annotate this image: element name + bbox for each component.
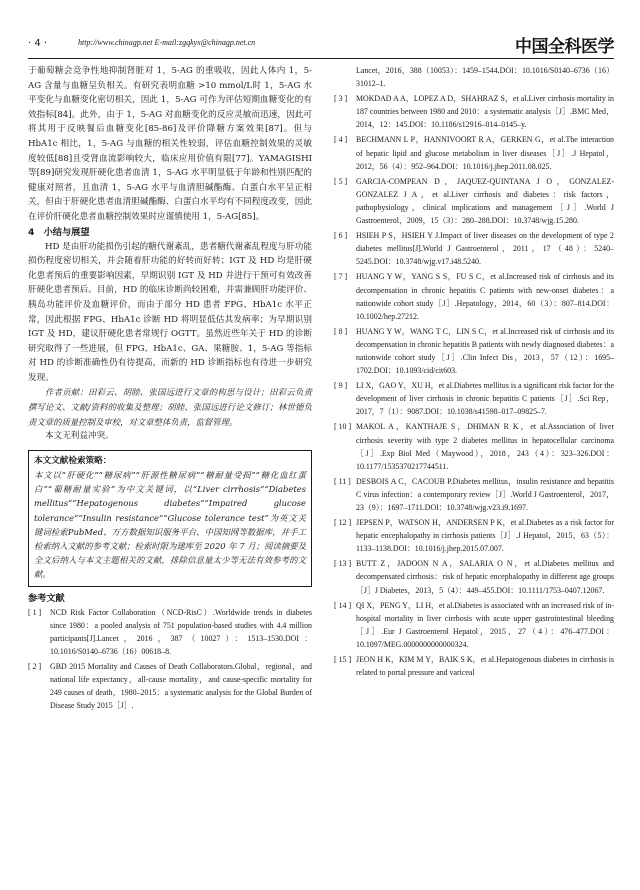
- reference-continuation: Lancet，2016，388（10053）：1459–1544.DOI：10.1016/S0140–6736（16）31012–1.: [356, 66, 614, 89]
- reference-text: QI X，PENG Y，LI H，et al.Diabetes is associated with an increased risk of in-hospital mortality in liver cirrhosis with acute upper gastrointestinal bleeding［J］.Eur J Gastroenterol Hepatol，2015，27（4）：476–477.DOI：10.1097/MEG.0000000000000324.: [356, 600, 614, 649]
- reference-text: JEON H K，KIM M Y，BAIK S K，et al.Hepatogenous diabetes in cirrhosis is related to portal pressure and variceal: [356, 655, 614, 678]
- reference-number: [ 1 ]: [28, 607, 42, 617]
- search-strategy-text: 本文以“肝硬化”“糖尿病”“肝源性糖尿病”“糖耐量受损”“糖化血红蛋白”“葡糖耐量实验”为中文关键词，以“Liver cirrhosis”“Diabetes mellitus”“Hepatogenous diabetes”“Impaired glucose tolerance”“Insulin resistance”“Glucose tolerance test”为英文关键词检索PubMed、万方数据知识服务平台、中国知网等数据库，并手工检索纳入文献的参考文献；检索时限为建库至 2020 年 7 月；阅读摘要及全文后纳入与本文主题相关的文献，排除信息量太少等无法有效参考的文献。: [34, 470, 306, 580]
- reference-text: HUANG Y W，YANG S S，FU S C，et al.Increased risk of cirrhosis and its decompensation in chronic hepatitis C patients with new-onset diabetes：a nationwide cohort study［J］.Hepatology，2014，60（3）：807–814.DOI：10.1002/hep.27212.: [356, 272, 614, 321]
- reference-item: [334, 229, 614, 268]
- reference-item: [334, 175, 614, 227]
- reference-text: JEPSEN P，WATSON H，ANDERSEN P K，et al.Diabetes as a risk factor for hepatic encephalopathy in cirrhosis patients［J］.J Hepatol，2015，63（5）：1133–1138.DOI：10.1016/j.jhep.2015.07.007.: [356, 518, 614, 554]
- reference-item: [334, 516, 614, 555]
- reference-number: [ 11 ]: [334, 476, 351, 486]
- reference-text: HSIEH P S，HSIEH Y J.Impact of liver diseases on the development of type 2 diabetes mellitus[J].World J Gastroenterol，2011，17（48）：5240–5245.DOI：10.3748/wjg.v17.i48.5240.: [356, 231, 614, 267]
- conflict-statement: 本文无利益冲突。: [45, 431, 114, 442]
- reference-text: GBD 2015 Mortality and Causes of Death Collaborators.Global，regional，and national life expectancy，all-cause mortality，and cause-specific mortality for 249 causes of death，1980–2015：a systematic analysis for the Global Burden of Disease Study 2015［J］.: [50, 662, 312, 711]
- reference-text: BUTT Z，JADOON N A，SALARIA O N，et al.Diabetes mellitus and decompensated cirrhosis：risk of hepatic encephalopathy in different age groups［J］J Diabetes，2013，5（4）：449–455.DOI：10.1111/1753–0407.12067.: [356, 559, 614, 595]
- reference-number: [ 3 ]: [334, 94, 348, 104]
- reference-number: [ 12 ]: [334, 518, 352, 528]
- reference-item: [334, 653, 614, 679]
- reference-text: MOKDAD A A，LOPEZ A D，SHAHRAZ S，et al.Liver cirrhosis mortality in 187 countries between 1980 and 2010：a systematic analysis［J］.BMC Med，2014，12：145.DOI：10.1186/s12916–014–0145–y.: [356, 94, 614, 130]
- reference-number: [ 7 ]: [334, 272, 348, 282]
- right-column: [334, 64, 614, 681]
- reference-item: [28, 606, 312, 658]
- reference-text: DESBOIS A C，CACOUB P.Diabetes mellitus，insulin resistance and hepatitis C virus infection：a contemporary review［J］.World J Gastroenterol，2017，23（9）：1697–1711.DOI：10.3748/wjg.v23.i9.1697.: [356, 476, 614, 512]
- page-header: [28, 32, 614, 59]
- journal-logo: 中国全科医学: [515, 37, 614, 57]
- reference-item: [334, 270, 614, 322]
- reference-text: NCD Risk Factor Collaboration（NCD-RisC）.Worldwide trends in diabetes since 1980：a pooled analysis of 751 population-based studies with 4.4 million participants[J].Lancet，2016，387（10027）：1513–1530.DOI：10.1016/S0140–6736（16）00618–8.: [50, 607, 312, 656]
- reference-text: BECHMANN L P，HANNIVOORT R A，GERKEN G，et al.The interaction of hepatic lipid and glucose metabolism in liver diseases［J］.J Hepatol，2012，56（4）：952–964.DOI：10.1016/j.jhep.2011.08.025.: [356, 135, 614, 171]
- reference-item: [334, 325, 614, 377]
- reference-item: [334, 557, 614, 596]
- reference-item: [334, 92, 614, 131]
- reference-item: [334, 133, 614, 172]
- section-heading: 4 小结与展望: [28, 226, 90, 238]
- reference-number: [ 14 ]: [334, 600, 352, 610]
- references-heading: 参考文献: [28, 592, 65, 604]
- reference-item: [28, 660, 312, 712]
- reference-number: [ 13 ]: [334, 559, 352, 569]
- reference-item: [334, 599, 614, 651]
- search-strategy-box: [28, 450, 312, 587]
- references-left: [28, 606, 312, 713]
- search-strategy-title: 本文文献检索策略：: [34, 455, 112, 466]
- reference-number: [ 2 ]: [28, 662, 42, 672]
- reference-number: [ 4 ]: [334, 135, 348, 145]
- reference-number: [ 10 ]: [334, 422, 352, 432]
- reference-text: LI X，GAO Y，XU H，et al.Diabetes mellitus is a significant risk factor for the development of liver cirrhosis in chronic hepatitis C patients［J］.Sci Rep，2017，7（1）：9087.DOI：10.1038/s41598–017–09825–7.: [356, 381, 614, 417]
- reference-item: [334, 379, 614, 418]
- page-number: · 4 ·: [28, 38, 48, 49]
- body-paragraph-2: HD 是由肝功能损伤引起的糖代谢紊乱，患者糖代谢紊乱程度与肝功能损伤程度密切相关，并会随着肝功能的好转而好转；IGT 及 HD 均是肝硬化患者预后的重要影响因素，早期识别 IGT 及 HD 并进行干预可有效改善肝硬化患者预后。目前，HD 的临床诊断尚较困难，并需兼顾肝功能评价、胰岛功能评价及血糖评价，而由于部分 HD 患者 FPG、HbA1c 水平正常，因此根据 FPG、HbA1c 诊断 HD 将明显低估其发病率；为早期识别 IGT 及 HD，建议肝硬化患者常规行 OGTT。虽然近些年关于 HD 的诊断研究取得了一些进展，但 FPG、HbA1c、GA、果糖胺、1，5-AG 等指标对 HD 的诊断准确性仍有待提高，而新的 HD 诊断指标也有待进一步研究发现。: [28, 241, 312, 383]
- reference-item: [334, 475, 614, 514]
- left-column: [28, 64, 312, 714]
- reference-number: [ 5 ]: [334, 176, 348, 186]
- reference-number: [ 15 ]: [334, 655, 352, 665]
- body-paragraph-1: 于葡萄糖会竞争性地抑制肾脏对 1，5-AG 的重吸收，因此人体内 1，5-AG 含量与血糖呈负相关。有研究表明血糖 >10 mmol/L时 1，5-AG 水平变化与血糖变化密切相关，因此 1，5-AG 可作为评估短期血糖变化的有效指标[84]。此外，由于 1，5-AG 对血糖变化的反应灵敏而迅速，因此可将其用于反映餐后血糖变化[85-86]及评价降糖方案效果[87]。但与 HbA1c 相比，1，5-AG 与血糖的相关性较弱，评估血糖控制效果的灵敏度较低[88]且受肾血流影响较大，临床应用价值有限[77]。YAMAGISHI 等[89]研究发现肝硬化患者血清 1，5-AG 水平明显低于年龄和性别匹配的健康对照者，且血清 1，5-AG 水平与血清胆碱酯酶、白蛋白水平呈正相关，但由于肝硬化患者血清胆碱酯酶、白蛋白水平均有不同程度改变，因此在评价肝硬化患者血糖控制效果时应谨慎使用 1，5-AG[85]。: [28, 66, 312, 222]
- author-contributions: 作者贡献：田彩云、胡睦、张国远进行文章的构思与设计；田彩云负责撰写论文、文献/资料的收集及整理；胡睦、张国远进行论文修订；林世德负责文章的质量控制及审校，对文章整体负责，监督管理。: [28, 387, 312, 427]
- reference-item: [334, 420, 614, 472]
- reference-number: [ 6 ]: [334, 231, 348, 241]
- reference-text: GARCIA-COMPEAN D，JAQUEZ-QUINTANA J O，GONZALEZ-GONZALEZ J A，et al.Liver cirrhosis and diabetes：risk factors，pathophysiology，clinical implications and management［J］.World J Gastroenterol，2009，15（3）：280–288.DOI：10.3748/wjg.15.280.: [356, 176, 614, 226]
- reference-number: [ 9 ]: [334, 381, 348, 391]
- reference-text: MAKOL A，KANTHAJE S，DHIMAN R K，et al.Association of liver cirrhosis severity with type 2 diabetes mellitus in hepatocellular carcinoma［J］.Exp Biol Med（Maywood），2018，243（4）：323–326.DOI：10.1177/1535370217744511.: [356, 422, 614, 471]
- journal-contact: http://www.chinagp.net E-mail:zgqkyx@chinagp.net.cn: [78, 38, 256, 47]
- reference-text: HUANG Y W，WANG T C，LIN S C，et al.Increased risk of cirrhosis and its decompensation in chronic hepatitis B patients with newly diagnosed diabetes：a nationwide cohort study［J］.Clin Infect Dis，2013，57（12）：1695–1702.DOI：10.1093/cid/cit603.: [356, 326, 614, 376]
- reference-number: [ 8 ]: [334, 326, 348, 336]
